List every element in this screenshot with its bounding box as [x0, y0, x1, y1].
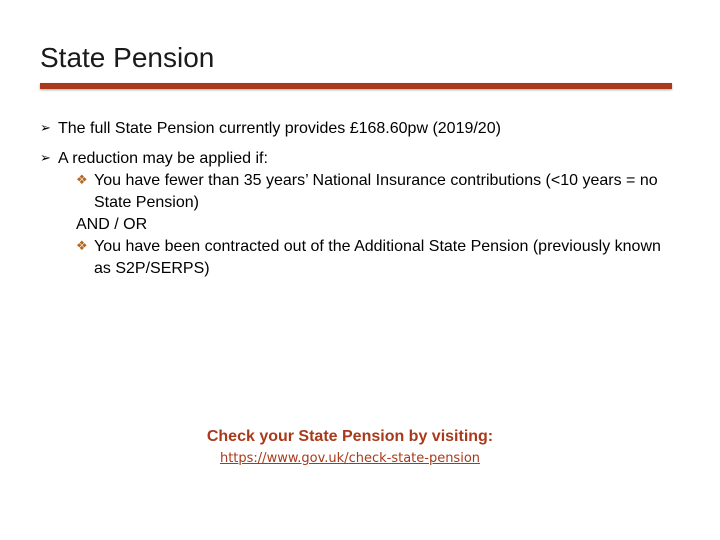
slide-title: State Pension: [40, 42, 215, 73]
bullet-reduction: [40, 148, 680, 170]
call-to-action: Check your State Pension by visiting:: [206, 428, 494, 445]
arrow-bullet-icon: ➢: [40, 121, 51, 136]
sub-bullet-text: You have been contracted out of the Additional State Pension (previously known as S2P/SERPS): [94, 238, 661, 277]
diamond-bullet-icon: ❖: [76, 173, 88, 188]
slide-content: [40, 118, 680, 280]
sub-bullet-contracted-out: [40, 236, 680, 280]
bullet-text: A reduction may be applied if:: [58, 150, 268, 167]
title-divider: [40, 83, 672, 89]
arrow-bullet-icon: ➢: [40, 151, 51, 166]
sub-bullet-text: You have fewer than 35 years’ National Insurance contributions (<10 years = no State Pension): [94, 172, 658, 211]
check-state-pension-link[interactable]: https://www.gov.uk/check-state-pension: [219, 451, 481, 466]
bullet-full-pension: [40, 118, 680, 140]
diamond-bullet-icon: ❖: [76, 239, 88, 254]
bullet-text: The full State Pension currently provides £168.60pw (2019/20): [58, 120, 501, 137]
connector-text: AND / OR: [76, 216, 148, 233]
sub-bullet-ni-contributions: [40, 170, 680, 214]
